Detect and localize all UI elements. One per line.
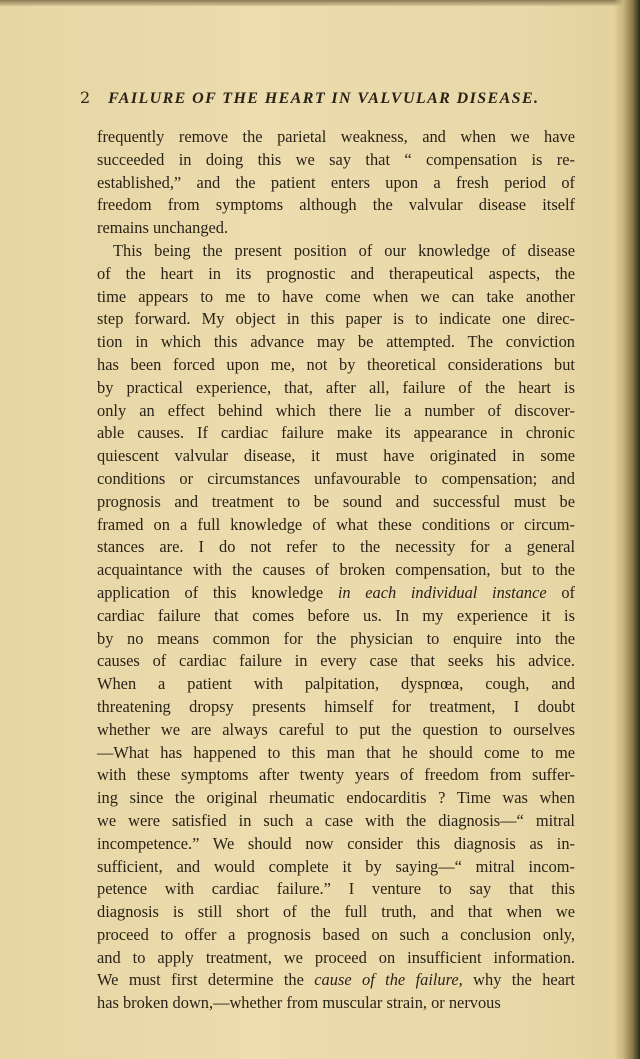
text-line: conditions or circumstances unfavourable to compensation; and [97, 468, 575, 488]
text-line: step forward. My object in this paper is to indicate one direc- [97, 309, 575, 329]
text-line: cardiac failure that comes before us. In my experience it is [97, 605, 575, 625]
text-line: threatening dropsy presents himself for treatment, I doubt [97, 696, 575, 716]
text-line: acquaintance with the causes of broken compensation, but to the [97, 560, 575, 580]
text-line: prognosis and treatment to be sound and successful must be [97, 491, 575, 511]
text-line: causes of cardiac failure in every case that seeks his advice. [97, 651, 575, 671]
text-line: diagnosis is still short of the full truth, and that when we [97, 902, 575, 922]
text-line: time appears to me to have come when we can take another [97, 286, 575, 306]
text-line: we were satisfied in such a case with the diagnosis—“ mitral [97, 810, 575, 830]
text-line: able causes. If cardiac failure make its appearance in chronic [97, 423, 575, 443]
top-page-edge [0, 0, 640, 6]
text-line: only an effect behind which there lie a number of discover- [97, 400, 575, 420]
text-line: framed on a full knowledge of what these conditions or circum- [97, 514, 575, 534]
text-line: whether we are always careful to put the question to ourselves [97, 719, 575, 739]
text-line: has broken down,—whether from muscular strain, or nervous [97, 993, 501, 1013]
text-line: remains unchanged. [97, 218, 229, 238]
page-number: 2 [80, 88, 91, 107]
text-line: sufficient, and would complete it by saying—“ mitral incom- [97, 856, 575, 876]
text-line: This being the present position of our knowledge of disease [113, 240, 575, 260]
text-line: freedom from symptoms although the valvular disease itself [97, 195, 575, 215]
text-line: application of this knowledge in each individual instance of [97, 582, 575, 602]
text-line: by practical experience, that, after all, failure of the heart is [97, 377, 575, 397]
text-line: has been forced upon me, not by theoretical considerations but [97, 354, 575, 374]
text-line: and to apply treatment, we proceed on insufficient information. [97, 947, 575, 967]
body-text [97, 126, 575, 1015]
text-line: stances are. I do not refer to the necessity for a general [97, 537, 575, 557]
running-header [80, 88, 580, 109]
italic-emphasis: cause of the failure, [314, 970, 463, 990]
running-title: FAILURE OF THE HEART IN VALVULAR DISEASE. [108, 90, 540, 107]
text-line: quiescent valvular disease, it must have originated in some [97, 446, 575, 466]
italic-emphasis: in each individual instance [337, 582, 547, 602]
text-line: proceed to offer a prognosis based on such a conclusion only, [97, 924, 575, 944]
text-line: tion in which this advance may be attempted. The conviction [97, 332, 575, 352]
text-line: succeeded in doing this we say that “ compensation is re- [97, 149, 575, 169]
text-line: established,” and the patient enters upon a fresh period of [97, 172, 575, 192]
text-line: with these symptoms after twenty years of freedom from suffer- [97, 765, 575, 785]
text-line: ing since the original rheumatic endocarditis ? Time was when [97, 788, 575, 808]
text-line: frequently remove the parietal weakness, and when we have [97, 127, 575, 146]
text-line: incompetence.” We should now consider this diagnosis as in- [97, 833, 575, 853]
text-line: of the heart in its prognostic and therapeutical aspects, the [97, 263, 575, 283]
right-page-edge-shadow [614, 0, 640, 1059]
text-line: —What has happened to this man that he should come to me [97, 742, 575, 762]
text-line: by no means common for the physician to enquire into the [97, 628, 575, 648]
text-line: We must first determine the cause of the failure, why the heart [97, 970, 575, 990]
text-line: petence with cardiac failure.” I venture to say that this [97, 879, 575, 899]
text-line: When a patient with palpitation, dyspnœa, cough, and [97, 674, 575, 694]
